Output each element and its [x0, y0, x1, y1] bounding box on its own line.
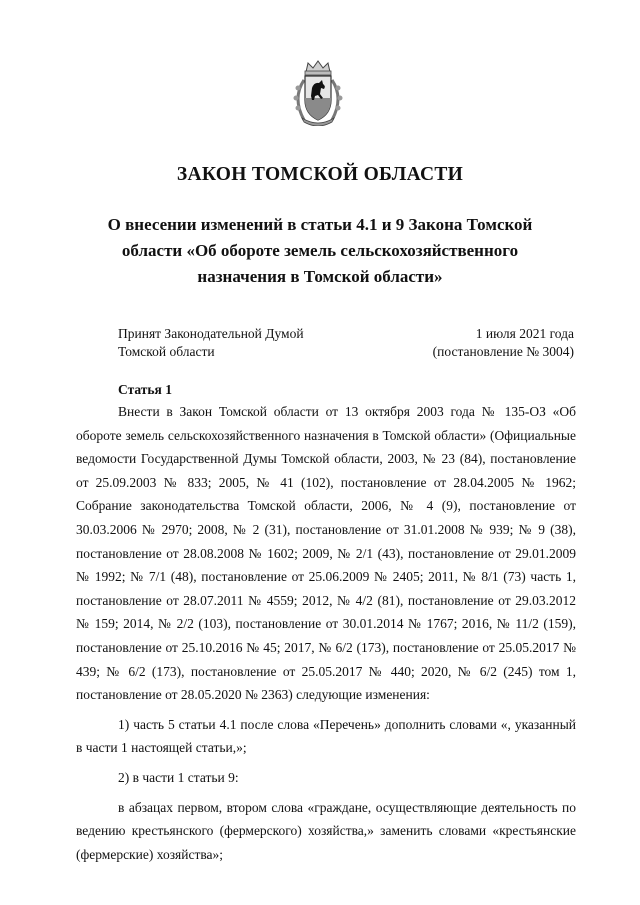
article-body [76, 400, 576, 866]
article-intro-paragraph: Внести в Закон Томской области от 13 октября 2003 года № 135-ОЗ «Об обороте земель сельскохозяйственного назначения в Томской области» (Официальные ведомости Государственной Думы Томской области, 2003, № 23 (84), постановление от 25.09.2003 № 833; 2005, № 41 (102), постановление от 28.04.2005 № 1962; Собрание законодательства Томской области, 2006, № 4 (9), постановление от 30.03.2006 № 2970; 2008, № 2 (31), постановление от 31.01.2008 № 939; № 9 (38), постановление от 28.08.2008 № 1602; 2009, № 2/1 (43), постановление от 29.01.2009 № 1992; № 7/1 (48), постановление от 25.06.2009 № 2405; 2011, № 8/1 (73) часть 1, постановление от 28.07.2011 № 4559; 2012, № 4/2 (81), постановление от 29.03.2012 № 159; 2014, № 2/2 (103), постановление от 30.01.2014 № 1767; 2016, № 11/2 (159), постановление от 25.10.2016 № 45; 2017, № 6/2 (173), постановление от 25.05.2017 № 439; № 6/2 (173), постановление от 25.05.2017 № 440; 2020, № 6/2 (245) том 1, постановление от 28.05.2020 № 2363) следующие изменения: [76, 404, 576, 703]
adoption-body-line2: Томской области [118, 344, 215, 359]
adoption-date: 1 июля 2021 года [475, 326, 574, 341]
article-title: Статья 1 [118, 382, 172, 397]
adoption-body-line1: Принят Законодательной Думой [118, 326, 304, 341]
tomsk-coat-of-arms-icon [290, 58, 346, 126]
article-item-1: 1) часть 5 статьи 4.1 после слова «Перечень» дополнить словами «, указанный в части 1 настоящей статьи,»; [76, 716, 576, 756]
adoption-body [118, 325, 304, 361]
adoption-resolution: (постановление № 3004) [432, 344, 574, 359]
article-item-2a: в абзацах первом, втором слова «граждане, осуществляющие деятельность по ведению крестьянского (фермерского) хозяйства,» заменить словами «крестьянские (фермерские) хозяйства»; [76, 799, 576, 862]
law-title: ЗАКОН ТОМСКОЙ ОБЛАСТИ [176, 164, 464, 185]
article-item-2: 2) в части 1 статьи 9: [118, 769, 239, 785]
adoption-date-block [433, 325, 574, 361]
law-subtitle: О внесении изменений в статьи 4.1 и 9 Закона Томской области «Об обороте земель сельскохозяйственного назначения в Томской области» [107, 215, 533, 286]
